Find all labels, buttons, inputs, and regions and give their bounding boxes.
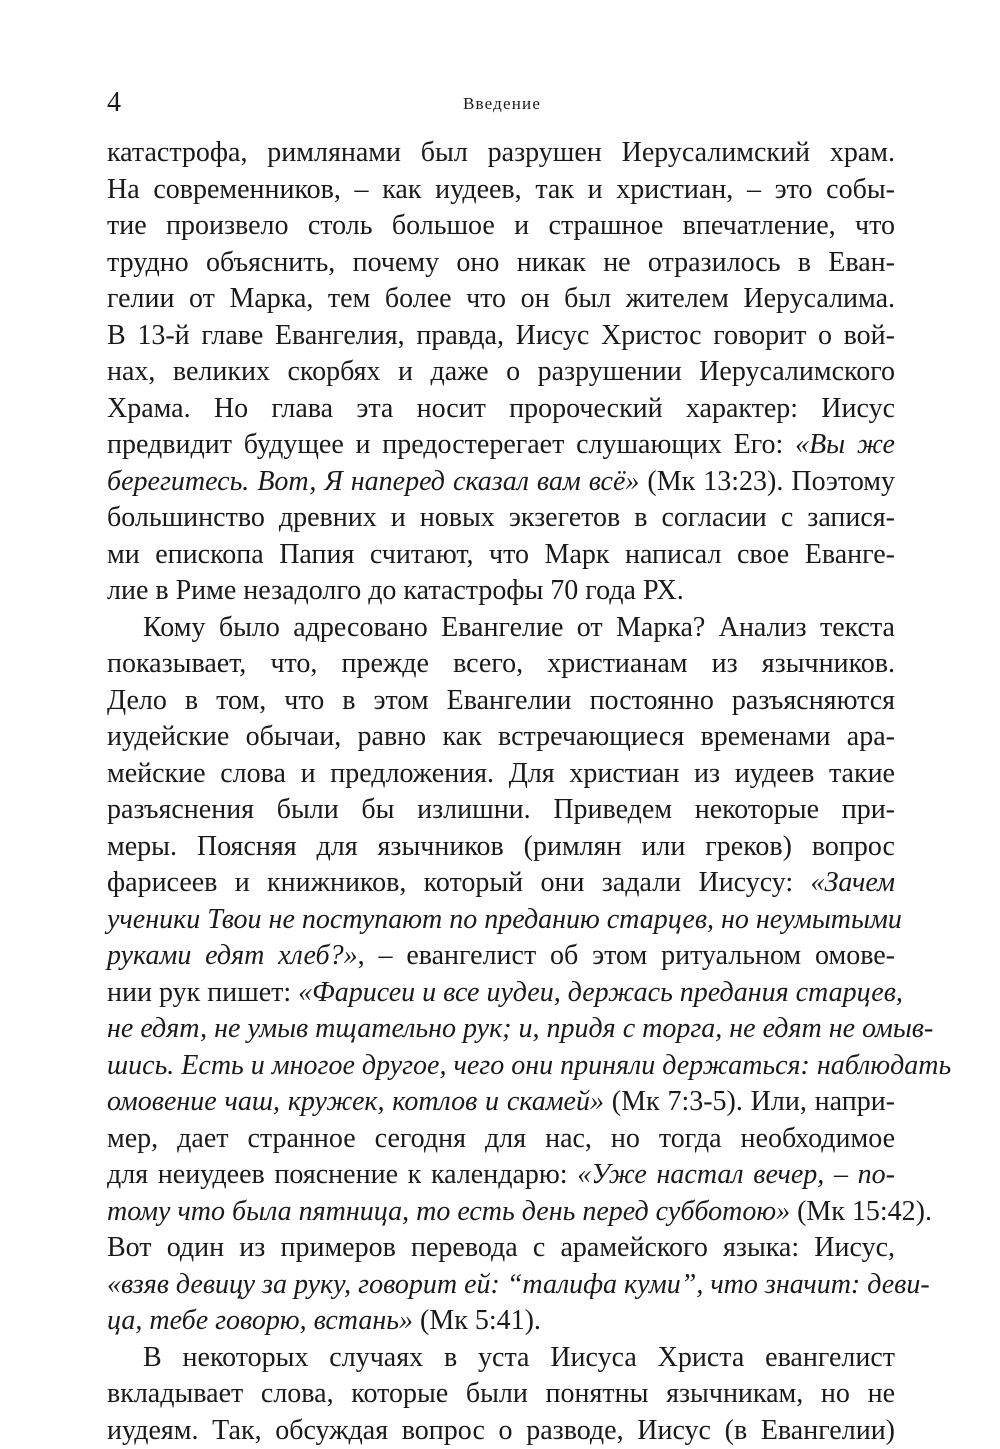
text-segment: для неиудеев пояснение к календарю:: [107, 1159, 577, 1190]
text-line: [107, 391, 895, 428]
text-line: [107, 1303, 895, 1340]
text-segment: (Мк 15:42).: [790, 1196, 932, 1227]
text-segment: (Мк 5:41).: [413, 1305, 541, 1336]
text-segment: иудеям. Так, обсуждая вопрос о разводе, Иисус (в Евангелии): [107, 1415, 895, 1446]
text-segment: вкладывает слова, которые были понятны язычникам, но не: [107, 1378, 895, 1409]
text-segment: большинство древних и новых экзегетов в согласии с запися-: [107, 502, 895, 533]
text-line: [107, 464, 895, 501]
text-line: [107, 1413, 895, 1449]
text-line: [107, 610, 895, 647]
text-segment: показывает, что, прежде всего, христианам из язычников.: [107, 648, 895, 679]
text-segment: Дело в том, что в этом Евангелии постоянно разъясняются: [107, 685, 895, 716]
body-text: [107, 135, 895, 1449]
text-segment: В 13-й главе Евангелия, правда, Иисус Христос говорит о вой-: [107, 320, 895, 351]
text-line: [107, 1121, 895, 1158]
text-line: [107, 208, 895, 245]
text-line: [107, 1376, 895, 1413]
text-line: [107, 1084, 895, 1121]
quotation-text: шись. Есть и многое другое, чего они приняли держаться: наблюдать: [107, 1050, 951, 1081]
text-line: [107, 1048, 895, 1085]
page-number: 4: [107, 86, 121, 120]
quotation-text: тому что была пятница, то есть день перед субботою»: [107, 1196, 790, 1227]
paragraph: [107, 1340, 895, 1449]
text-segment: предвидит будущее и предостерегает слушающих Его:: [107, 429, 795, 460]
text-segment: гелии от Марка, тем более что он был жителем Иерусалима.: [107, 283, 895, 314]
text-segment: лие в Риме незадолго до катастрофы 70 года РХ.: [107, 575, 684, 606]
quotation-text: руками едят хлеб?»: [107, 940, 358, 971]
text-line: [107, 938, 895, 975]
text-line: [107, 318, 895, 355]
text-segment: меры. Поясняя для язычников (римлян или греков) вопрос: [107, 831, 895, 862]
quotation-text: омовение чаш, кружек, котлов и скамей»: [107, 1086, 604, 1117]
text-line: [107, 902, 895, 939]
text-segment: нии рук пишет:: [107, 977, 298, 1008]
text-segment: фарисеев и книжников, который они задали Иисусу:: [107, 867, 811, 898]
text-line: [107, 172, 895, 209]
text-line: [107, 500, 895, 537]
paragraph: [107, 610, 895, 1340]
text-line: [107, 646, 895, 683]
text-segment: трудно объяснить, почему оно никак не отразилось в Еван-: [107, 247, 895, 278]
text-line: [107, 1267, 895, 1304]
quotation-text: берегитесь. Вот, Я наперед сказал вам всё»: [107, 466, 639, 497]
quotation-text: ца, тебе говорю, встань»: [107, 1305, 413, 1336]
paragraph: [107, 135, 895, 610]
text-line: [107, 1011, 895, 1048]
text-segment: (Мк 13:23). Поэтому: [639, 466, 895, 497]
text-segment: На современников, – как иудеев, так и христиан, – это собы-: [107, 174, 895, 205]
text-segment: , – евангелист об этом ритуальном омове-: [358, 940, 895, 971]
text-segment: катастрофа, римлянами был разрушен Иерусалимский храм.: [107, 137, 895, 168]
text-line: [107, 1340, 895, 1377]
quotation-text: «Уже настал вечер, – по-: [577, 1159, 895, 1190]
text-line: [107, 281, 895, 318]
text-line: [107, 573, 895, 610]
text-line: [107, 427, 895, 464]
text-line: [107, 135, 895, 172]
text-segment: мейские слова и предложения. Для христиан из иудеев такие: [107, 758, 895, 789]
quotation-text: «Фарисеи и все иудеи, держась предания старцев,: [298, 977, 903, 1008]
text-line: [107, 975, 895, 1012]
text-line: [107, 865, 895, 902]
text-line: [107, 792, 895, 829]
text-segment: нах, великих скорбях и даже о разрушении Иерусалимского: [107, 356, 895, 387]
text-segment: Вот один из примеров перевода с арамейского языка: Иисус,: [107, 1232, 895, 1263]
text-segment: В некоторых случаях в уста Иисуса Христа евангелист: [143, 1342, 895, 1373]
quotation-text: «Зачем: [811, 867, 895, 898]
quotation-text: «взяв девицу за руку, говорит ей: “талифа куми”, что значит: деви-: [107, 1269, 930, 1300]
section-title: Введение: [107, 90, 897, 118]
quotation-text: не едят, не умыв тщательно рук; и, придя с торга, не едят не омыв-: [107, 1013, 933, 1044]
text-segment: мер, дает странное сегодня для нас, но тогда необходимое: [107, 1123, 895, 1154]
text-line: [107, 245, 895, 282]
text-segment: разъяснения были бы излишни. Приведем некоторые при-: [107, 794, 895, 825]
text-line: [107, 719, 895, 756]
quotation-text: «Вы же: [795, 429, 895, 460]
text-segment: Кому было адресовано Евангелие от Марка? Анализ текста: [143, 612, 895, 643]
text-line: [107, 829, 895, 866]
text-line: [107, 537, 895, 574]
text-line: [107, 756, 895, 793]
text-line: [107, 1230, 895, 1267]
text-segment: тие произвело столь большое и страшное впечатление, что: [107, 210, 895, 241]
quotation-text: ученики Твои не поступают по преданию старцев, но неумытыми: [107, 904, 902, 935]
text-line: [107, 683, 895, 720]
text-line: [107, 1194, 895, 1231]
running-head: [107, 86, 897, 120]
text-segment: (Мк 7:3-5). Или, напри-: [604, 1086, 895, 1117]
text-line: [107, 354, 895, 391]
text-segment: Храма. Но глава эта носит пророческий характер: Иисус: [107, 393, 895, 424]
text-segment: ми епископа Папия считают, что Марк написал свое Еванге-: [107, 539, 895, 570]
text-line: [107, 1157, 895, 1194]
text-segment: иудейские обычаи, равно как встречающиеся временами ара-: [107, 721, 895, 752]
